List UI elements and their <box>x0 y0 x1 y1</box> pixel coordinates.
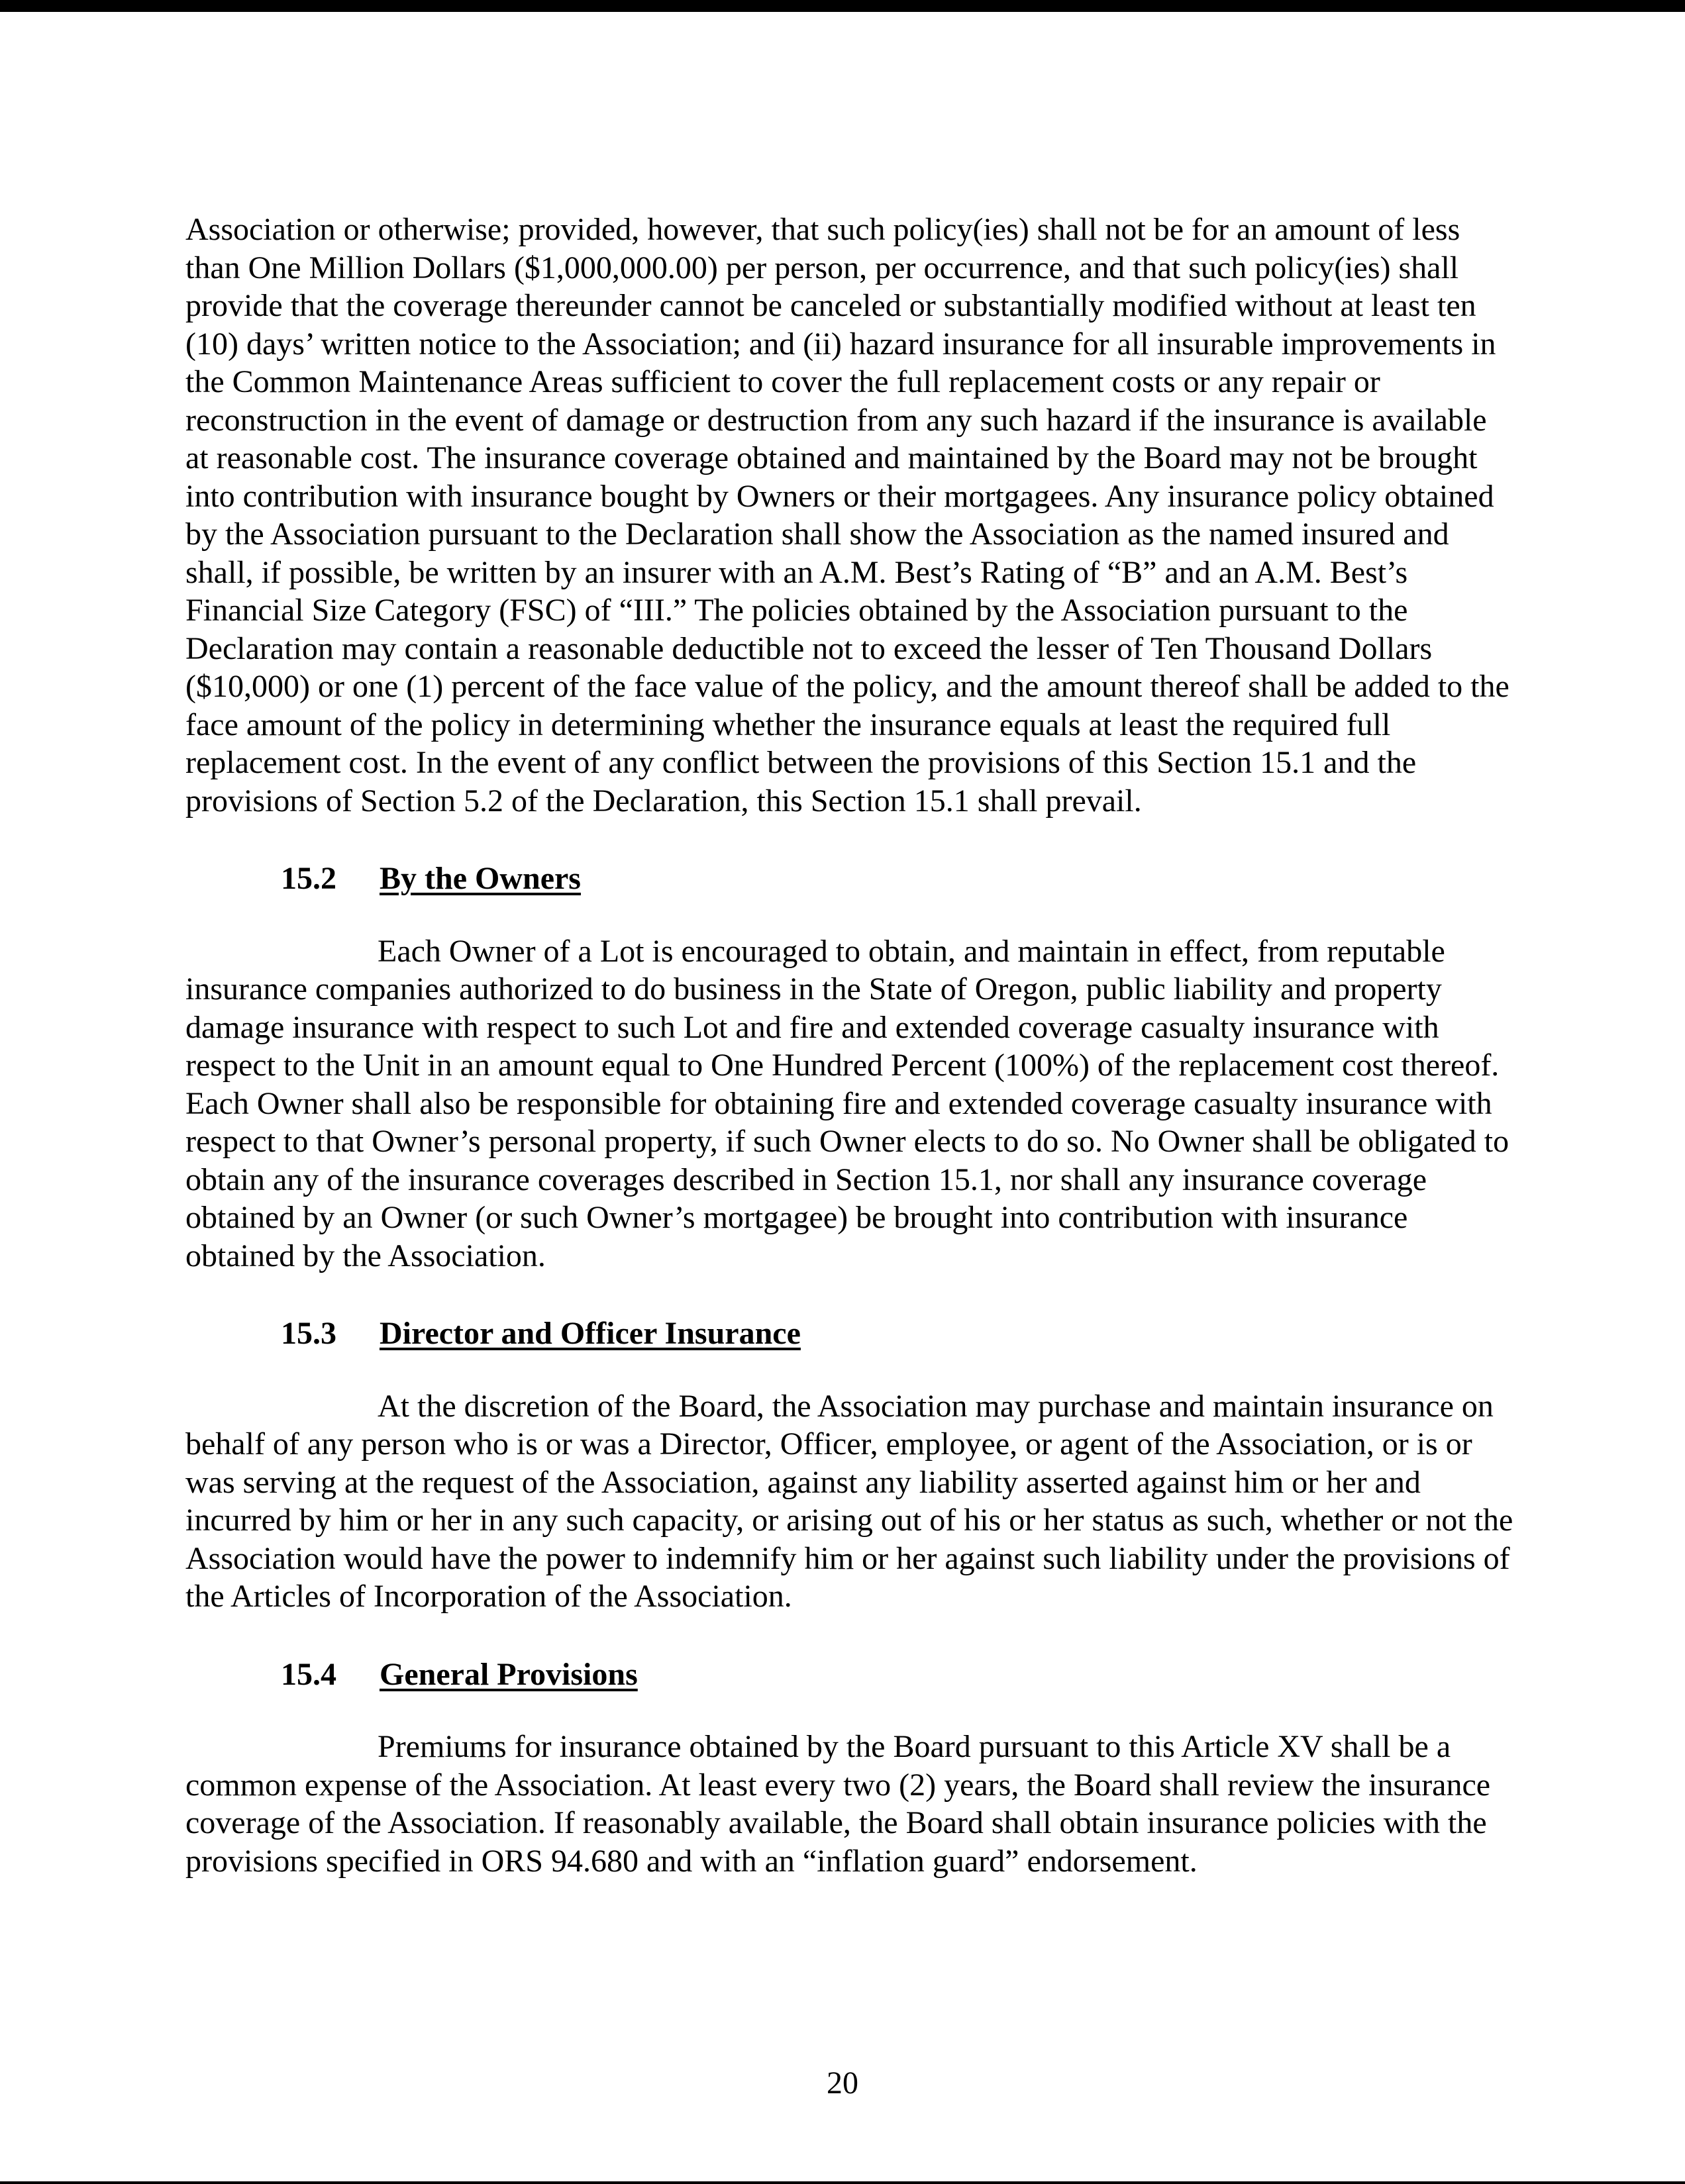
section-heading-15-4 <box>185 1656 1517 1694</box>
section-body-15-2: Each Owner of a Lot is encouraged to obtain, and maintain in effect, from reputable insurance companies authorized to do business in the State of Oregon, public liability and property damage insurance with respect to such Lot and fire and extended coverage casualty insurance with respect to the Unit in an amount equal to One Hundred Percent (100%) of the replacement cost thereof. Each Owner shall also be responsible for obtaining fire and extended coverage casualty insurance with respect to that Owner’s personal property, if such Owner elects to do so. No Owner shall be obligated to obtain any of the insurance coverages described in Section 15.1, nor shall any insurance coverage obtained by an Owner (or such Owner’s mortgagee) be brought into contribution with insurance obtained by the Association. <box>185 933 1509 1273</box>
page-number: 20 <box>827 2065 858 2101</box>
scan-border-bottom <box>0 2181 1685 2184</box>
document-page <box>185 211 1517 1880</box>
section-title: General Provisions <box>380 1656 638 1692</box>
section-body-15-4: Premiums for insurance obtained by the Board pursuant to this Article XV shall be a common expense of the Association. At least every two (2) years, the Board shall review the insurance coverage of the Association. If reasonably available, the Board shall obtain insurance policies with the provisions specified in ORS 94.680 and with an “inflation guard” endorsement. <box>185 1729 1491 1879</box>
section-title: Director and Officer Insurance <box>380 1316 801 1351</box>
scan-border-top <box>0 0 1685 12</box>
section-heading-15-3 <box>185 1315 1517 1353</box>
section-number: 15.2 <box>281 861 336 896</box>
section-title: By the Owners <box>380 861 581 896</box>
section-body-15-3: At the discretion of the Board, the Association may purchase and maintain insurance on behalf of any person who is or was a Director, Officer, employee, or agent of the Association, or is or was serving at the request of the Association, against any liability asserted against him or her and incurred by him or her in any such capacity, or arising out of his or her status as such, whether or not the Association would have the power to indemnify him or her against such liability under the provisions of the Articles of Incorporation of the Association. <box>185 1388 1513 1614</box>
continuation-paragraph: Association or otherwise; provided, however, that such policy(ies) shall not be for an amount of less than One Million Dollars ($1,000,000.00) per person, per occurrence, and that such policy(ies) shall provide that the coverage thereunder cannot be canceled or substantially modified without at least ten (10) days’ written notice to the Association; and (ii) hazard insurance for all insurable improvements in the Common Maintenance Areas sufficient to cover the full replacement costs or any repair or reconstruction in the event of damage or destruction from any such hazard if the insurance is available at reasonable cost. The insurance coverage obtained and maintained by the Board may not be brought into contribution with insurance bought by Owners or their mortgagees. Any insurance policy obtained by the Association pursuant to the Declaration shall show the Association as the named insured and shall, if possible, be written by an insurer with an A.M. Best’s Rating of “B” and an A.M. Best’s Financial Size Category (FSC) of “III.” The policies obtained by the Association pursuant to the Declaration may contain a reasonable deductible not to exceed the lesser of Ten Thousand Dollars ($10,000) or one (1) percent of the face value of the policy, and the amount thereof shall be added to the face amount of the policy in determining whether the insurance equals at least the required full replacement cost. In the event of any conflict between the provisions of this Section 15.1 and the provisions of Section 5.2 of the Declaration, this Section 15.1 shall prevail. <box>185 212 1509 819</box>
section-number: 15.3 <box>281 1316 336 1351</box>
section-heading-15-2 <box>185 860 1517 898</box>
section-number: 15.4 <box>281 1656 336 1692</box>
